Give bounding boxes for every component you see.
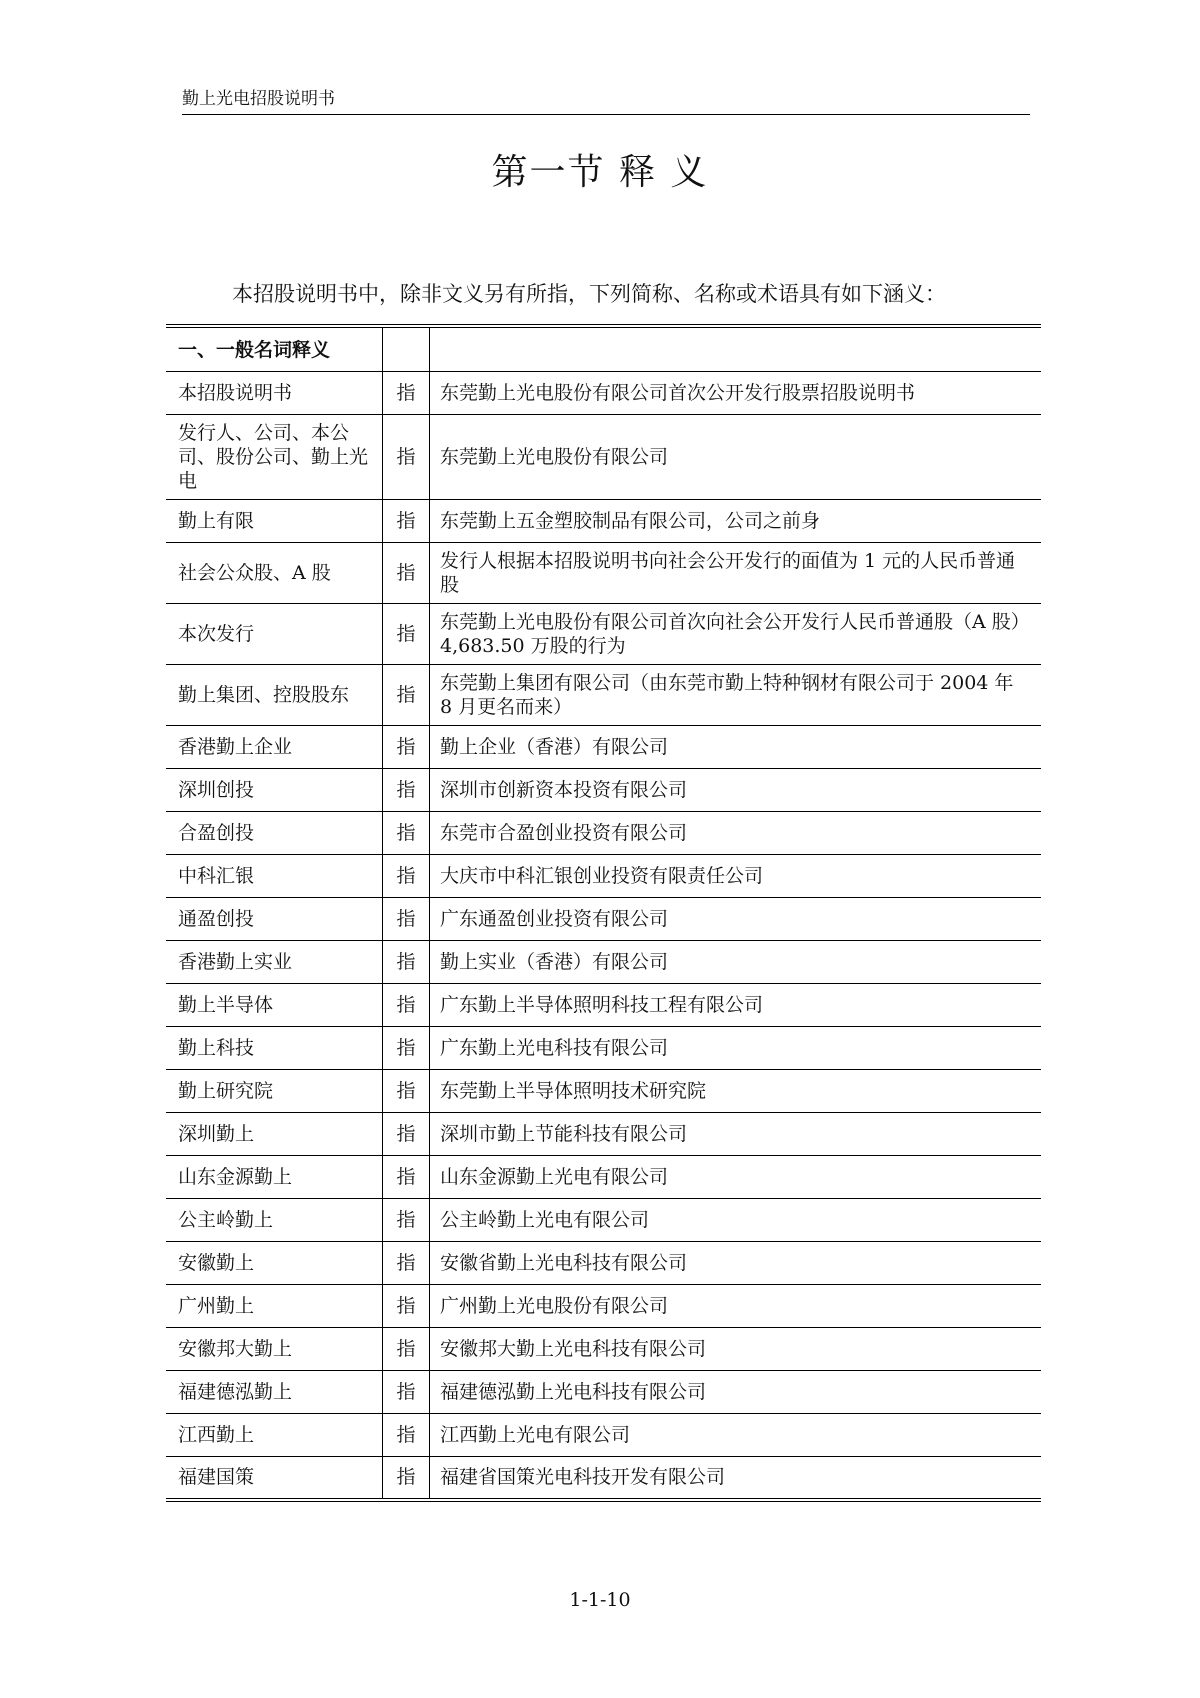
mark-cell: 指 bbox=[383, 543, 430, 604]
mark-cell: 指 bbox=[383, 1414, 430, 1457]
mark-cell: 指 bbox=[383, 1070, 430, 1113]
table-section-row bbox=[166, 326, 1041, 372]
definition-cell: 广东通盈创业投资有限公司 bbox=[430, 898, 1042, 941]
section-heading: 一、一般名词释义 bbox=[178, 338, 331, 361]
table-row bbox=[166, 855, 1041, 898]
term-cell: 深圳勤上 bbox=[166, 1113, 383, 1156]
mark-cell: 指 bbox=[383, 1156, 430, 1199]
mark-cell: 指 bbox=[383, 415, 430, 500]
term-cell: 通盈创投 bbox=[166, 898, 383, 941]
definitions-table bbox=[166, 324, 1041, 1502]
mark-cell: 指 bbox=[383, 1371, 430, 1414]
term-cell: 发行人、公司、本公司、股份公司、勤上光电 bbox=[166, 415, 383, 500]
term-cell: 勤上半导体 bbox=[166, 984, 383, 1027]
header-title: 勤上光电招股说明书 bbox=[182, 89, 335, 109]
table-row bbox=[166, 1113, 1041, 1156]
section-definition-cell bbox=[430, 326, 1042, 372]
definition-cell: 东莞勤上集团有限公司（由东莞市勤上特种钢材有限公司于 2004 年 8 月更名而来） bbox=[430, 665, 1042, 726]
section-title: 第一节 释 义 bbox=[491, 152, 709, 193]
term-cell: 本招股说明书 bbox=[166, 372, 383, 415]
definition-cell: 东莞勤上半导体照明技术研究院 bbox=[430, 1070, 1042, 1113]
mark-cell: 指 bbox=[383, 855, 430, 898]
mark-cell: 指 bbox=[383, 1285, 430, 1328]
page-number: 1-1-10 bbox=[569, 1589, 631, 1611]
term-cell: 勤上集团、控股股东 bbox=[166, 665, 383, 726]
mark-cell: 指 bbox=[383, 1199, 430, 1242]
table-row bbox=[166, 1285, 1041, 1328]
table-row bbox=[166, 1027, 1041, 1070]
table-row bbox=[166, 726, 1041, 769]
section-heading-cell bbox=[166, 326, 383, 372]
table-row bbox=[166, 1457, 1041, 1500]
mark-cell: 指 bbox=[383, 769, 430, 812]
definition-cell: 勤上企业（香港）有限公司 bbox=[430, 726, 1042, 769]
mark-cell: 指 bbox=[383, 941, 430, 984]
table-row bbox=[166, 543, 1041, 604]
table-row bbox=[166, 1328, 1041, 1371]
term-cell: 中科汇银 bbox=[166, 855, 383, 898]
table-row bbox=[166, 1199, 1041, 1242]
mark-cell: 指 bbox=[383, 726, 430, 769]
table-row bbox=[166, 984, 1041, 1027]
table-row bbox=[166, 500, 1041, 543]
mark-cell: 指 bbox=[383, 898, 430, 941]
definition-cell: 东莞勤上五金塑胶制品有限公司，公司之前身 bbox=[430, 500, 1042, 543]
term-cell: 福建德泓勤上 bbox=[166, 1371, 383, 1414]
mark-cell: 指 bbox=[383, 1457, 430, 1500]
definition-cell: 广州勤上光电股份有限公司 bbox=[430, 1285, 1042, 1328]
definition-cell: 福建省国策光电科技开发有限公司 bbox=[430, 1457, 1042, 1500]
section-mark-cell bbox=[383, 326, 430, 372]
definition-cell: 江西勤上光电有限公司 bbox=[430, 1414, 1042, 1457]
definition-cell: 东莞勤上光电股份有限公司首次向社会公开发行人民币普通股（A 股）4,683.50 万股的行为 bbox=[430, 604, 1042, 665]
term-cell: 香港勤上实业 bbox=[166, 941, 383, 984]
term-cell: 江西勤上 bbox=[166, 1414, 383, 1457]
definition-cell: 东莞市合盈创业投资有限公司 bbox=[430, 812, 1042, 855]
mark-cell: 指 bbox=[383, 984, 430, 1027]
definition-cell: 广东勤上半导体照明科技工程有限公司 bbox=[430, 984, 1042, 1027]
table-row bbox=[166, 1242, 1041, 1285]
term-cell: 山东金源勤上 bbox=[166, 1156, 383, 1199]
table-row bbox=[166, 898, 1041, 941]
term-cell: 勤上研究院 bbox=[166, 1070, 383, 1113]
term-cell: 本次发行 bbox=[166, 604, 383, 665]
mark-cell: 指 bbox=[383, 665, 430, 726]
definition-cell: 安徽省勤上光电科技有限公司 bbox=[430, 1242, 1042, 1285]
mark-cell: 指 bbox=[383, 1328, 430, 1371]
term-cell: 勤上有限 bbox=[166, 500, 383, 543]
mark-cell: 指 bbox=[383, 1242, 430, 1285]
table-row bbox=[166, 812, 1041, 855]
intro-paragraph: 本招股说明书中，除非文义另有所指，下列简称、名称或术语具有如下涵义： bbox=[232, 282, 946, 306]
table-row bbox=[166, 769, 1041, 812]
table-row bbox=[166, 604, 1041, 665]
mark-cell: 指 bbox=[383, 812, 430, 855]
term-cell: 安徽勤上 bbox=[166, 1242, 383, 1285]
definition-cell: 发行人根据本招股说明书向社会公开发行的面值为 1 元的人民币普通股 bbox=[430, 543, 1042, 604]
term-cell: 香港勤上企业 bbox=[166, 726, 383, 769]
table-row bbox=[166, 1414, 1041, 1457]
definition-cell: 公主岭勤上光电有限公司 bbox=[430, 1199, 1042, 1242]
term-cell: 福建国策 bbox=[166, 1457, 383, 1500]
term-cell: 广州勤上 bbox=[166, 1285, 383, 1328]
term-cell: 勤上科技 bbox=[166, 1027, 383, 1070]
table-row bbox=[166, 1070, 1041, 1113]
definition-cell: 东莞勤上光电股份有限公司首次公开发行股票招股说明书 bbox=[430, 372, 1042, 415]
definition-cell: 深圳市创新资本投资有限公司 bbox=[430, 769, 1042, 812]
page-header bbox=[182, 84, 1030, 115]
definition-cell: 勤上实业（香港）有限公司 bbox=[430, 941, 1042, 984]
mark-cell: 指 bbox=[383, 372, 430, 415]
table-row bbox=[166, 372, 1041, 415]
term-cell: 公主岭勤上 bbox=[166, 1199, 383, 1242]
term-cell: 合盈创投 bbox=[166, 812, 383, 855]
mark-cell: 指 bbox=[383, 500, 430, 543]
term-cell: 深圳创投 bbox=[166, 769, 383, 812]
term-cell: 社会公众股、A 股 bbox=[166, 543, 383, 604]
table-row bbox=[166, 1371, 1041, 1414]
definition-cell: 山东金源勤上光电有限公司 bbox=[430, 1156, 1042, 1199]
table-row bbox=[166, 665, 1041, 726]
mark-cell: 指 bbox=[383, 604, 430, 665]
definition-cell: 安徽邦大勤上光电科技有限公司 bbox=[430, 1328, 1042, 1371]
table-row bbox=[166, 415, 1041, 500]
definition-cell: 大庆市中科汇银创业投资有限责任公司 bbox=[430, 855, 1042, 898]
table-row bbox=[166, 1156, 1041, 1199]
term-cell: 安徽邦大勤上 bbox=[166, 1328, 383, 1371]
definitions-table-container bbox=[166, 324, 1041, 1502]
table-row bbox=[166, 941, 1041, 984]
mark-cell: 指 bbox=[383, 1113, 430, 1156]
definition-cell: 东莞勤上光电股份有限公司 bbox=[430, 415, 1042, 500]
mark-cell: 指 bbox=[383, 1027, 430, 1070]
definition-cell: 广东勤上光电科技有限公司 bbox=[430, 1027, 1042, 1070]
definition-cell: 福建德泓勤上光电科技有限公司 bbox=[430, 1371, 1042, 1414]
definition-cell: 深圳市勤上节能科技有限公司 bbox=[430, 1113, 1042, 1156]
